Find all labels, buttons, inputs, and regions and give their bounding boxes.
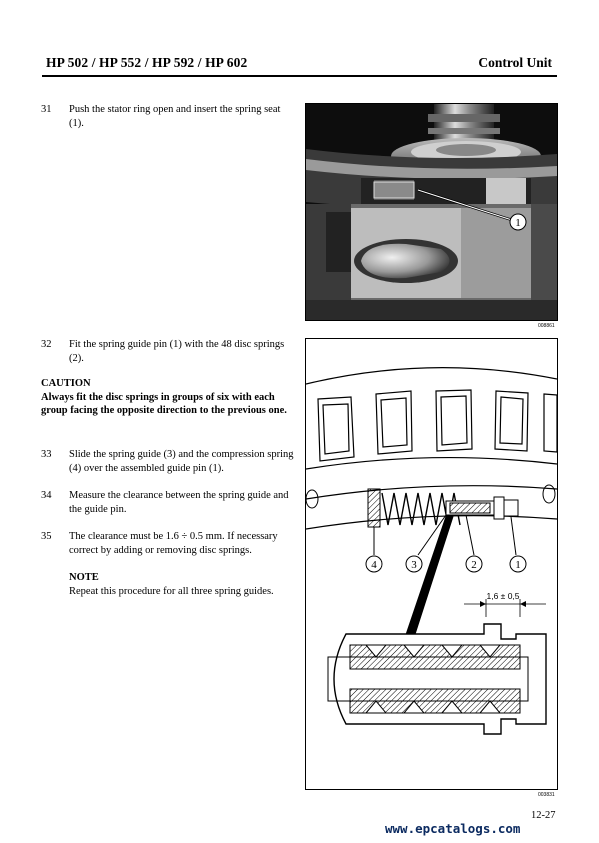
caution-title: CAUTION — [41, 378, 91, 389]
callout-3: 3 — [411, 559, 417, 571]
step-number: 31 — [41, 104, 52, 115]
spring-guide-diagram — [305, 338, 558, 790]
step-text: Push the stator ring open and insert the spring seat (1). — [69, 104, 281, 129]
header-rule — [42, 75, 557, 77]
step-number: 34 — [41, 490, 52, 501]
step-text: Measure the clearance between the spring guide and the guide pin. — [69, 490, 289, 515]
stator-ring-photo — [305, 103, 558, 321]
watermark: www.epcatalogs.com — [385, 821, 521, 836]
spring-guide-illustration — [306, 339, 557, 789]
header-models: HP 502 / HP 552 / HP 592 / HP 602 — [46, 55, 248, 70]
page-number: 12-27 — [531, 810, 556, 821]
callout-1: 1 — [515, 217, 521, 229]
caution-block — [41, 377, 296, 418]
step-text: Fit the spring guide pin (1) with the 48 disc springs (2). — [69, 339, 285, 364]
callout-4: 4 — [371, 559, 377, 571]
figure2-id: 003831 — [538, 792, 555, 798]
callout-1: 1 — [515, 559, 521, 571]
step-number: 33 — [41, 449, 52, 460]
step-number: 32 — [41, 339, 52, 350]
note-block — [69, 571, 299, 598]
stator-ring-illustration — [306, 104, 557, 320]
figure1-id: 008861 — [538, 323, 555, 329]
note-title: NOTE — [69, 572, 99, 583]
step-text: The clearance must be 1.6 ÷ 0.5 mm. If necessary correct by adding or removing disc springs. — [69, 531, 278, 556]
dimension-label: 1,6 ± 0,5 — [486, 591, 520, 601]
header-section: Control Unit — [478, 55, 552, 70]
note-text: Repeat this procedure for all three spring guides. — [69, 585, 274, 597]
step-number: 35 — [41, 531, 52, 542]
caution-text: Always fit the disc springs in groups of six with each group facing the opposite direction to the previous one. — [41, 391, 287, 416]
callout-2: 2 — [471, 559, 477, 571]
step-text: Slide the spring guide (3) and the compression spring (4) over the assembled guide pin (1). — [69, 449, 294, 474]
